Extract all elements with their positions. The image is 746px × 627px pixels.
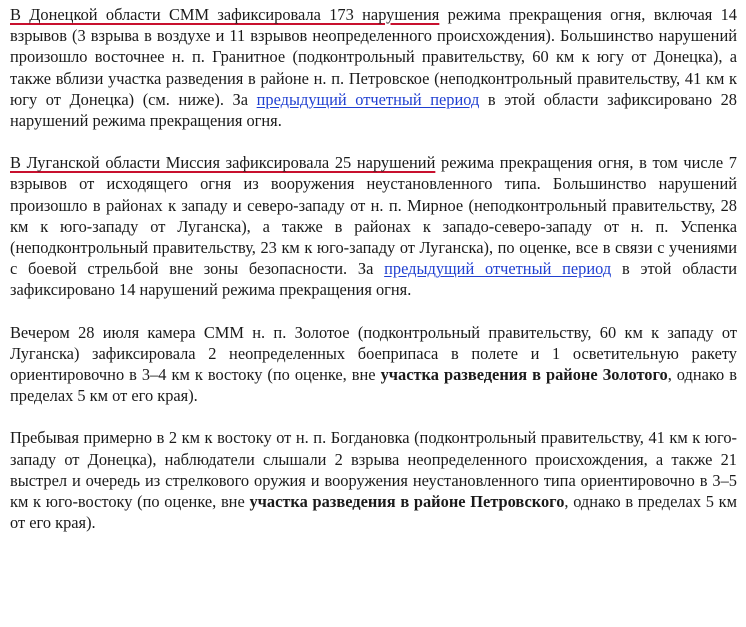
- paragraph-luhansk: [10, 152, 737, 300]
- zolote-text-part2: , однако в пределах 5 км от его края).: [10, 365, 737, 406]
- previous-period-link-donetsk[interactable]: предыдущий отчетный период: [256, 89, 480, 109]
- luhansk-text-part2: в этой области зафиксировано 14 нарушений режима прекращения огня.: [10, 259, 738, 300]
- report-document: [10, 4, 737, 554]
- bohdanivka-text-part1: Пребывая примерно в 2 км к востоку от н. п. Богдановка (подконтрольный правительству, 41 км к юго-западу от Донецка), наблюдатели слышали 2 взрыва неопределенного происхождения, а также 21 выстрел и очередь из стрелкового оружия и вооружения неустановленного типа ориентировочно в 3–5 км к юго-востоку (по оценке, вне: [10, 428, 737, 512]
- paragraph-zolote: [10, 322, 737, 407]
- zolote-disengagement-area: участка разведения в районе Золотого: [380, 365, 668, 385]
- luhansk-violations-highlight: В Луганской области Миссия зафиксировала 25 нарушений: [10, 153, 436, 173]
- zolote-text-part1: Вечером 28 июля камера СММ н. п. Золотое (подконтрольный правительству, 60 км к западу от Луганска) зафиксировала 2 неопределенных боеприпаса в полете и 1 осветительную ракету ориентировочно в 3–4 км к востоку (по оценке, вне: [10, 322, 737, 385]
- paragraph-donetsk: [10, 4, 737, 131]
- bohdanivka-text-part2: , однако в пределах 5 км от его края).: [10, 492, 737, 533]
- donetsk-text-part2: в этой области зафиксировано 28 нарушений режима прекращения огня.: [10, 89, 737, 131]
- petrovske-disengagement-area: участка разведения в районе Петровского: [249, 492, 565, 512]
- donetsk-text-part1: режима прекращения огня, включая 14 взрывов (3 взрыва в воздухе и 11 взрывов неопределенного происхождения). Большинство нарушений произошло восточнее н. п. Гранитное (подконтрольный правительству, 60 км к югу от Донецка), а также вблизи участка разведения в районе н. п. Петровское (неподконтрольный правительству, 41 км к югу от Донецка) (см. ниже). За: [10, 5, 737, 109]
- donetsk-violations-highlight: В Донецкой области СММ зафиксировала 173 нарушения: [10, 5, 440, 24]
- luhansk-text-part1: режима прекращения огня, в том числе 7 взрывов от исходящего огня из вооружения неустановленного типа. Большинство нарушений произошло в районах к западу и северо-западу от н. п. Мирное (неподконтрольный правительству, 28 км к юго-западу от Луганска), а также в районах к западо-северо-западу от н. п. Успенка (неподконтрольный правительству, 23 км к юго-западу от Луганска), по оценке, все в связи с учениями с боевой стрельбой вне зоны безопасности. За: [10, 153, 737, 279]
- paragraph-bohdanivka: [10, 427, 737, 533]
- previous-period-link-luhansk[interactable]: предыдущий отчетный период: [384, 259, 612, 279]
